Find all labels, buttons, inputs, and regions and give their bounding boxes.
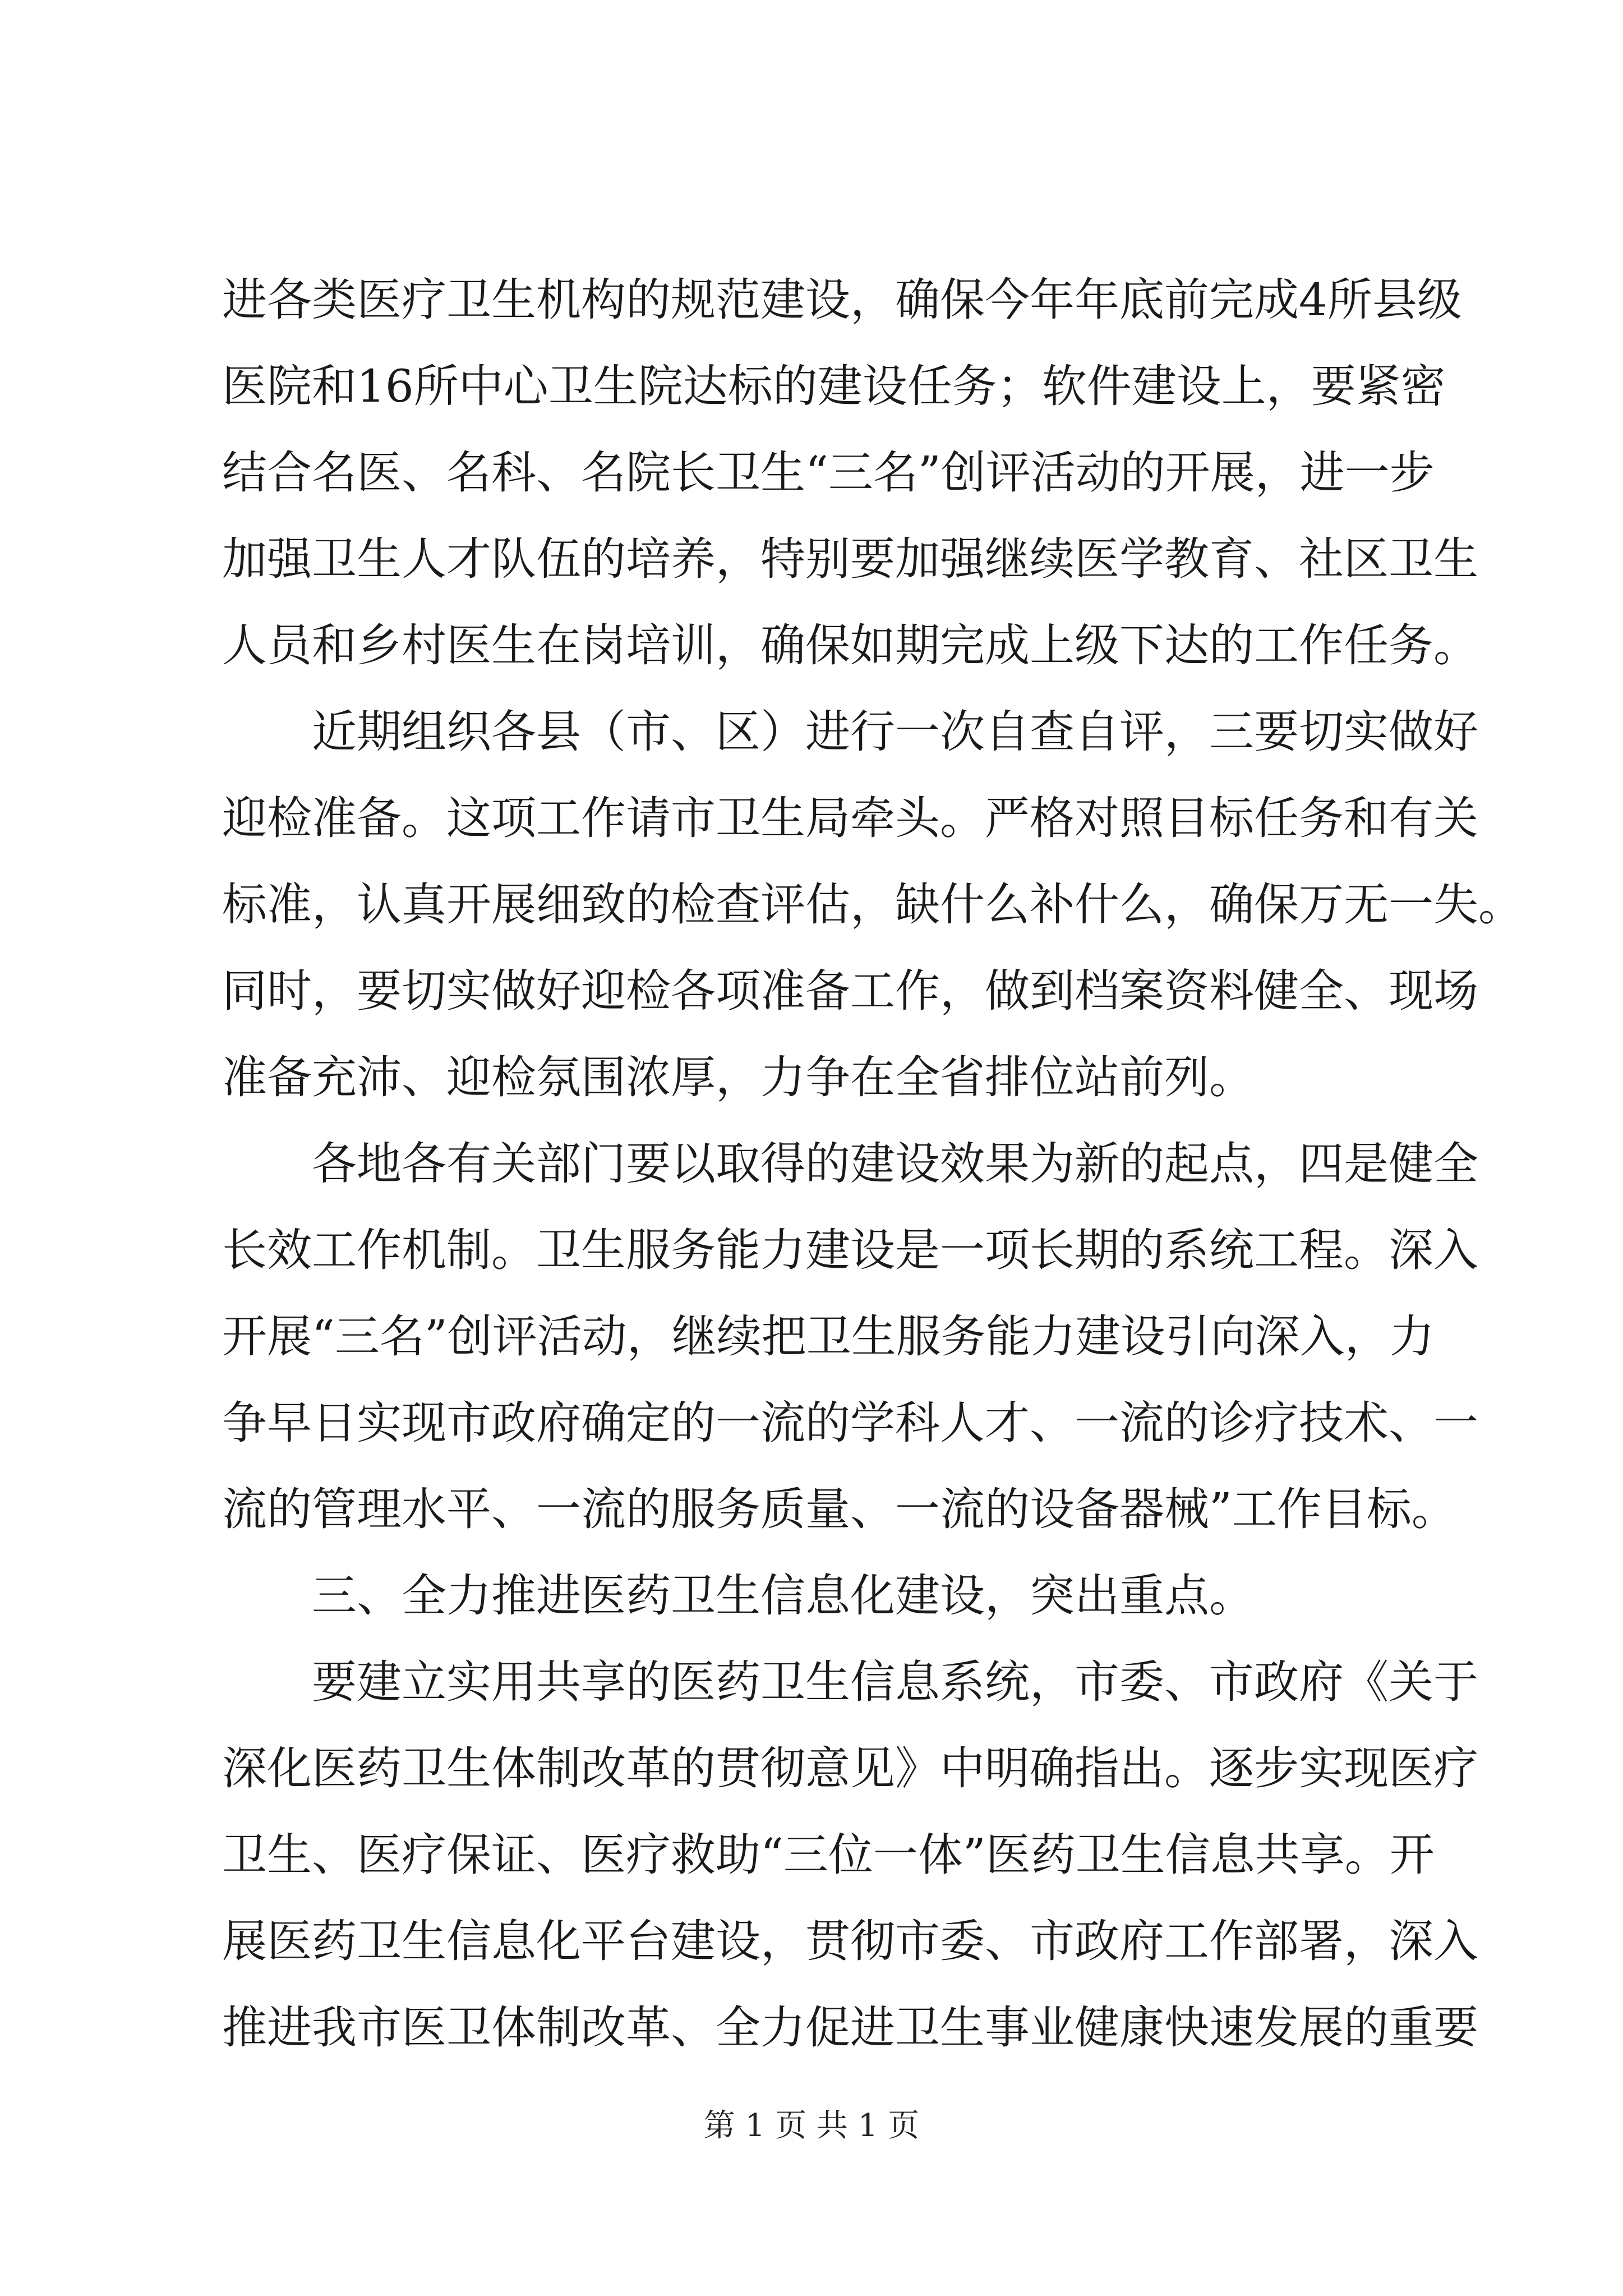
page-number-label: 第 1 页 共 1 页 bbox=[703, 2108, 920, 2144]
text-line: 标准，认真开展细致的检查评估，缺什么补什么，确保万无一失。 bbox=[222, 878, 1523, 931]
text-line: 准备充沛、迎检氛围浓厚，力争在全省排位站前列。 bbox=[222, 1051, 1254, 1103]
section-heading: 三、全力推进医药卫生信息化建设，突出重点。 bbox=[312, 1570, 1254, 1622]
text-line: 推进我市医卫体制改革、全力促进卫生事业健康快速发展的重要 bbox=[222, 2001, 1478, 2054]
paragraph-first-line: 近期组织各县（市、区）进行一次自查自评，三要切实做好 bbox=[312, 706, 1478, 758]
text-line: 迎检准备。这项工作请市卫生局牵头。严格对照目标任务和有关 bbox=[222, 792, 1478, 844]
page-footer bbox=[0, 2106, 1623, 2146]
paragraph-first-line: 各地各有关部门要以取得的建设效果为新的起点，四是健全 bbox=[312, 1138, 1478, 1190]
text-line: 深化医药卫生体制改革的贯彻意见》中明确指出。逐步实现医疗 bbox=[222, 1742, 1478, 1795]
text-line: 医院和16所中心卫生院达标的建设任务；软件建设上，要紧密 bbox=[222, 360, 1446, 412]
text-line: 开展“三名”创评活动，继续把卫生服务能力建设引向深入，力 bbox=[222, 1310, 1435, 1363]
text-line: 进各类医疗卫生机构的规范建设，确保今年年底前完成4所县级 bbox=[222, 274, 1462, 326]
text-line: 卫生、医疗保证、医疗救助“三位一体”医药卫生信息共享。开 bbox=[222, 1829, 1435, 1881]
paragraph-first-line: 要建立实用共享的医药卫生信息系统，市委、市政府《关于 bbox=[312, 1656, 1478, 1708]
text-line: 长效工作机制。卫生服务能力建设是一项长期的系统工程。深入 bbox=[222, 1224, 1478, 1276]
text-line: 人员和乡村医生在岗培训，确保如期完成上级下达的工作任务。 bbox=[222, 619, 1478, 671]
document-body bbox=[222, 257, 1523, 2071]
text-line: 结合名医、名科、名院长卫生“三名”创评活动的开展，进一步 bbox=[222, 447, 1435, 499]
text-line: 加强卫生人才队伍的培养，特别要加强继续医学教育、社区卫生 bbox=[222, 533, 1478, 585]
text-line: 争早日实现市政府确定的一流的学科人才、一流的诊疗技术、一 bbox=[222, 1397, 1478, 1449]
text-line: 流的管理水平、一流的服务质量、一流的设备器械”工作目标。 bbox=[222, 1483, 1456, 1535]
text-line: 展医药卫生信息化平台建设，贯彻市委、市政府工作部署，深入 bbox=[222, 1915, 1478, 1967]
text-line: 同时，要切实做好迎检各项准备工作，做到档案资料健全、现场 bbox=[222, 965, 1478, 1017]
